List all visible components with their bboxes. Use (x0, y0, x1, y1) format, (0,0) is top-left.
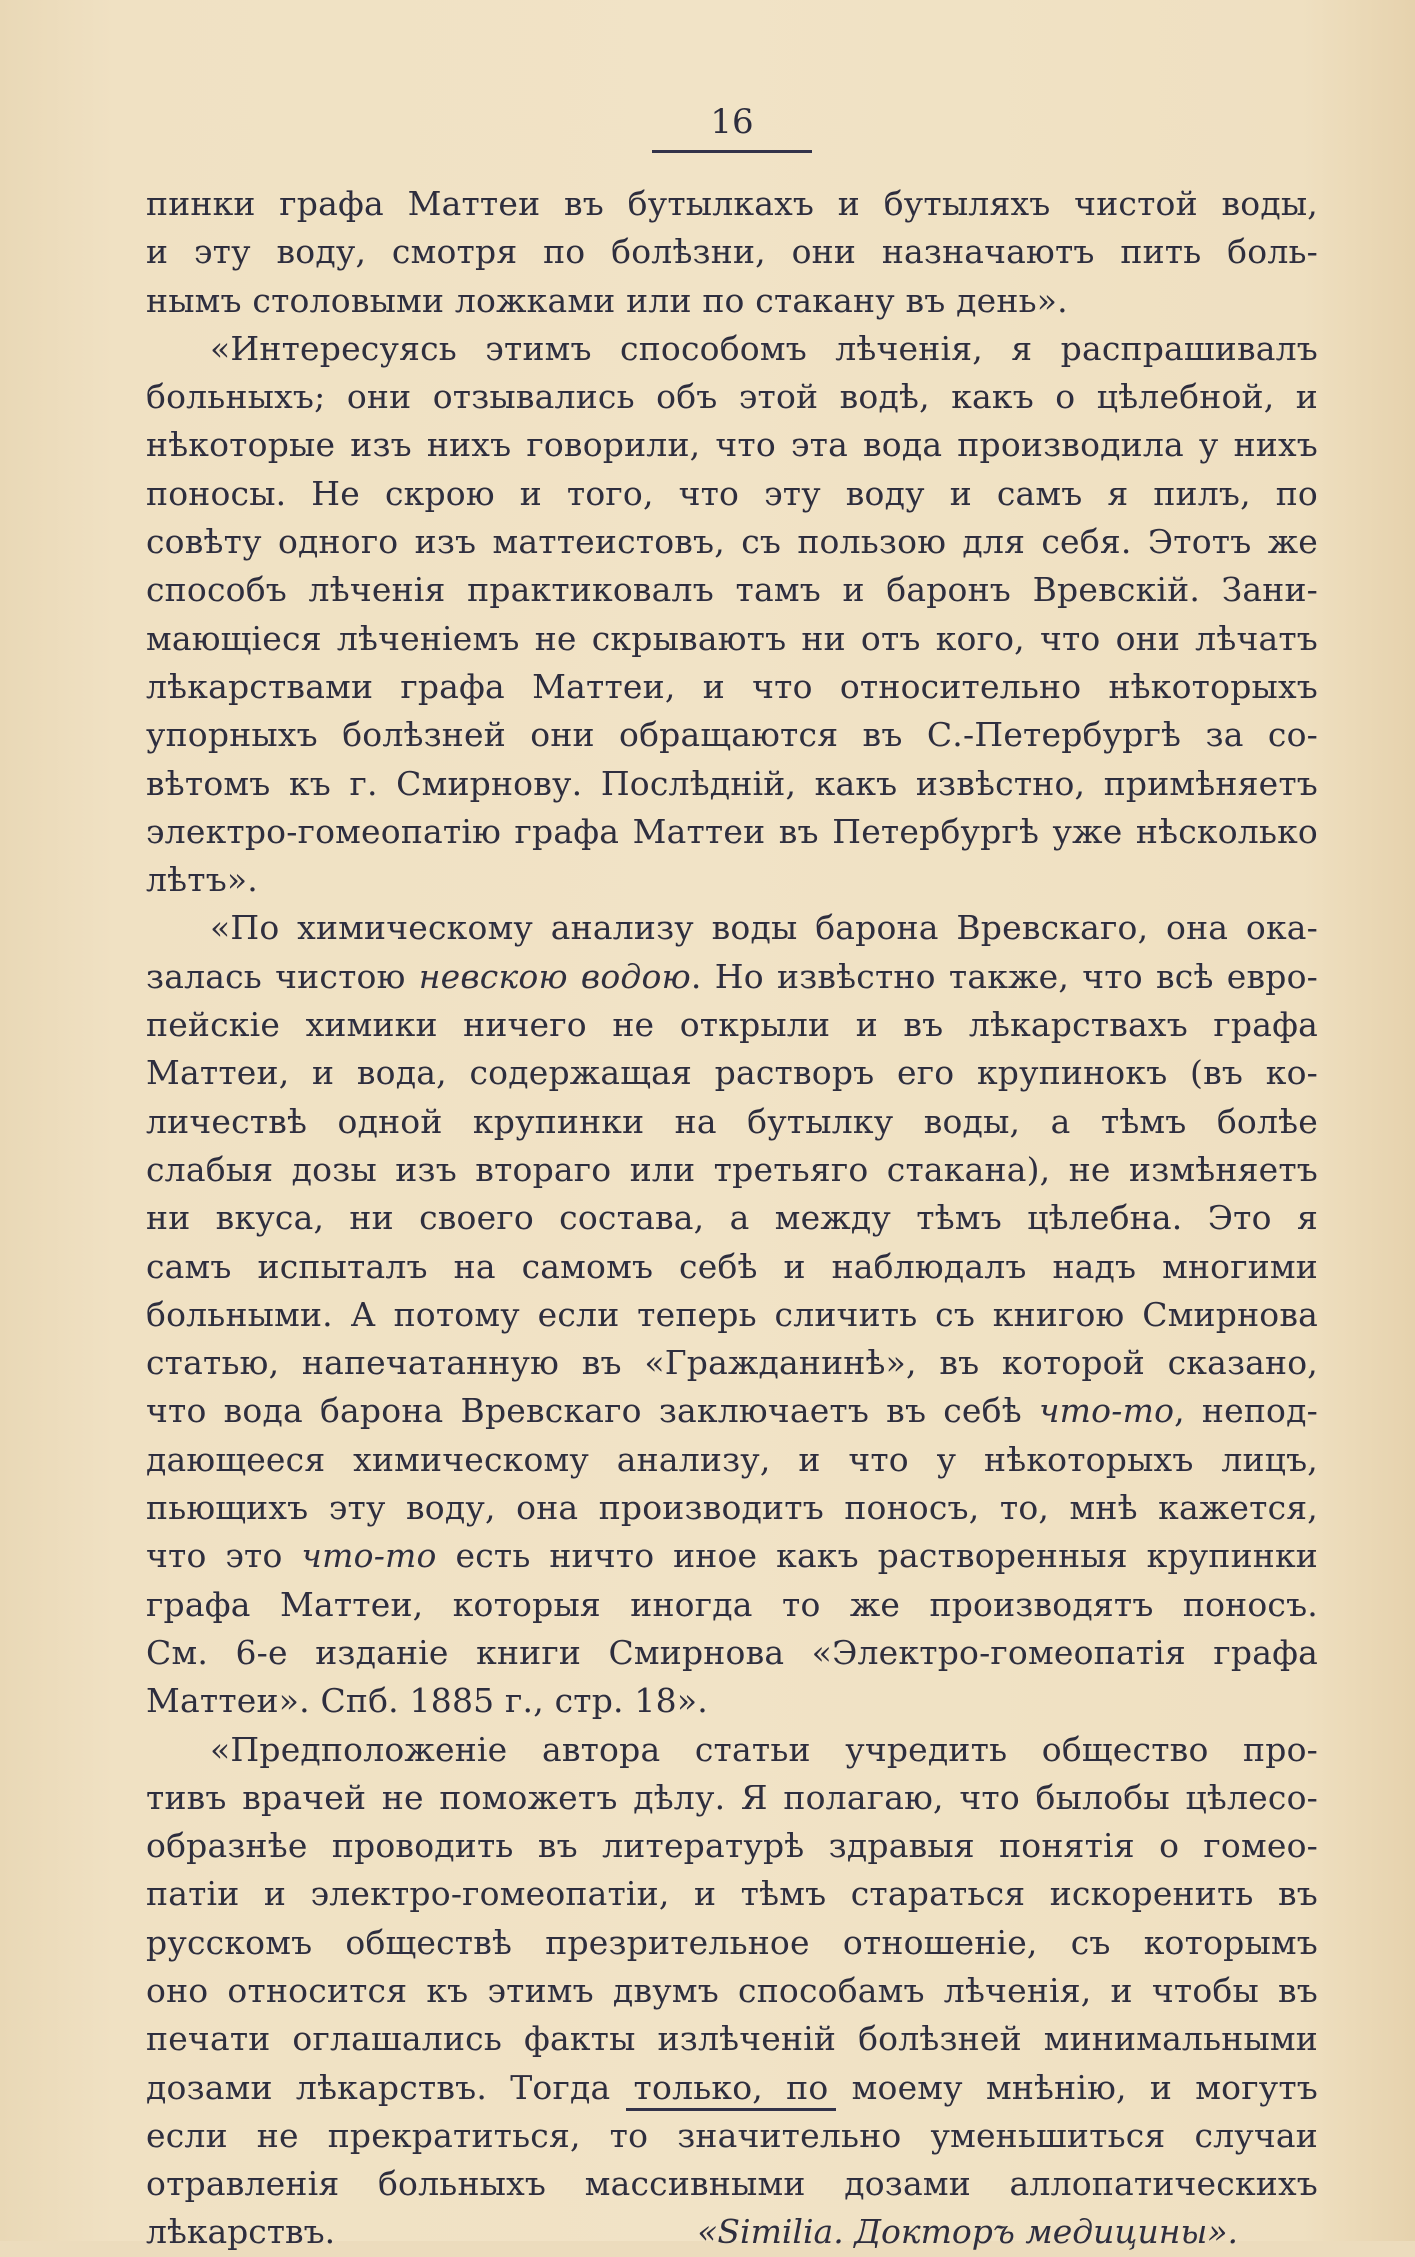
text-line: нымъ столовыми ложками или по стакану въ день». (146, 280, 1068, 320)
text-line: способъ лѣченія практиковалъ тамъ и баронъ Вревскій. Зани- (146, 570, 1318, 610)
closing-text: лѣкарствъ. (146, 2212, 336, 2252)
page-number: 16 (710, 102, 754, 142)
text-line: образнѣе проводить въ литературѣ здравыя понятія о гомео- (146, 1826, 1318, 1866)
header-rule (652, 150, 812, 153)
text-line: «Интересуясь этимъ способомъ лѣченія, я распрашивалъ (210, 328, 1318, 368)
text-line: больными. А потому если теперь сличить съ книгою Смирнова (146, 1294, 1318, 1334)
text-line: статью, напечатанную въ «Гражданинѣ», въ которой сказано, (146, 1343, 1318, 1383)
text-line: Маттеи». Спб. 1885 г., стр. 18». (146, 1681, 708, 1721)
text-line: «По химическому анализу воды барона Вревскаго, она ока- (210, 908, 1318, 948)
text-line: самъ испыталъ на самомъ себѣ и наблюдалъ надъ многими (146, 1246, 1318, 1286)
text-line: и эту воду, смотря по болѣзни, они назначаютъ пить боль- (146, 232, 1318, 272)
text-line: Маттеи, и вода, содержащая растворъ его крупинокъ (въ ко- (146, 1053, 1318, 1093)
text-line: графа Маттеи, которыя иногда то же производятъ поносъ. (146, 1584, 1318, 1624)
text-line: оно относится къ этимъ двумъ способамъ лѣченія, и чтобы въ (146, 1970, 1318, 2010)
text-line: отравленія больныхъ массивными дозами аллопатическихъ (146, 2164, 1318, 2204)
text-line: что вода барона Вревскаго заключаетъ въ себѣ что-то, непод- (146, 1391, 1318, 1431)
text-line: русскомъ обществѣ презрительное отношеніе, съ которымъ (146, 1922, 1318, 1962)
text-line: дозами лѣкарствъ. Тогда только, по моему мнѣнію, и могутъ (146, 2067, 1318, 2107)
text-line: мающіеся лѣченіемъ не скрываютъ ни отъ кого, что они лѣчатъ (146, 618, 1318, 658)
text-line: если не прекратиться, то значительно уменьшиться случаи (146, 2115, 1318, 2155)
text-line: лѣкарствами графа Маттеи, и что относительно нѣкоторыхъ (146, 666, 1318, 706)
text-line: печати оглашались факты излѣченій болѣзней минимальными (146, 2019, 1318, 2059)
text-line: слабыя дозы изъ втораго или третьяго стакана), не измѣняетъ (146, 1149, 1318, 1189)
page-header (652, 100, 812, 153)
text-line: лѣтъ». (146, 860, 258, 900)
text-line: дающееся химическому анализу, и что у нѣкоторыхъ лицъ, (146, 1439, 1318, 1479)
text-line: упорныхъ болѣзней они обращаются въ С.-Петербургѣ за со- (146, 715, 1318, 755)
text-line: нѣкоторые изъ нихъ говорили, что эта вода производила у нихъ (146, 425, 1318, 465)
text-line: пинки графа Маттеи въ бутылкахъ и бутыляхъ чистой воды, (146, 184, 1318, 223)
text-line: пейскіе химики ничего не открыли и въ лѣкарствахъ графа (146, 1005, 1318, 1045)
text-line: патіи и электро-гомеопатіи, и тѣмъ стараться искоренить въ (146, 1874, 1318, 1914)
text-line: совѣту одного изъ маттеистовъ, съ пользою для себя. Этотъ же (146, 522, 1318, 562)
text-line: ни вкуса, ни своего состава, а между тѣмъ цѣлебна. Это я (146, 1198, 1318, 1238)
text-line: залась чистою невскою водою. Но извѣстно также, что всѣ евро- (146, 956, 1318, 996)
text-line: что это что-то есть ничто иное какъ растворенныя крупинки (146, 1536, 1318, 1576)
text-line: личествѣ одной крупинки на бутылку воды, а тѣмъ болѣе (146, 1101, 1318, 1141)
signature: «Similia. Докторъ медицины». (697, 2212, 1238, 2252)
text-line: больныхъ; они отзывались объ этой водѣ, какъ о цѣлебной, и (146, 377, 1318, 417)
text-line: электро-гомеопатію графа Маттеи въ Петербургѣ уже нѣсколько (146, 811, 1318, 851)
footer-rule (626, 2108, 836, 2111)
text-line: См. 6-е изданіе книги Смирнова «Электро-гомеопатія графа (146, 1632, 1318, 1672)
text-line: «Предположеніе автора статьи учредить общество про- (210, 1729, 1318, 1769)
body-text (146, 180, 1318, 2257)
text-line: вѣтомъ къ г. Смирнову. Послѣдній, какъ извѣстно, примѣняетъ (146, 763, 1318, 803)
text-line: тивъ врачей не поможетъ дѣлу. Я полагаю, что былобы цѣлесо- (146, 1777, 1318, 1817)
text-line: поносы. Не скрою и того, что эту воду и самъ я пилъ, по (146, 473, 1318, 513)
text-line: пьющихъ эту воду, она производитъ поносъ, то, мнѣ кажется, (146, 1488, 1318, 1528)
closing-line (146, 2208, 1318, 2256)
